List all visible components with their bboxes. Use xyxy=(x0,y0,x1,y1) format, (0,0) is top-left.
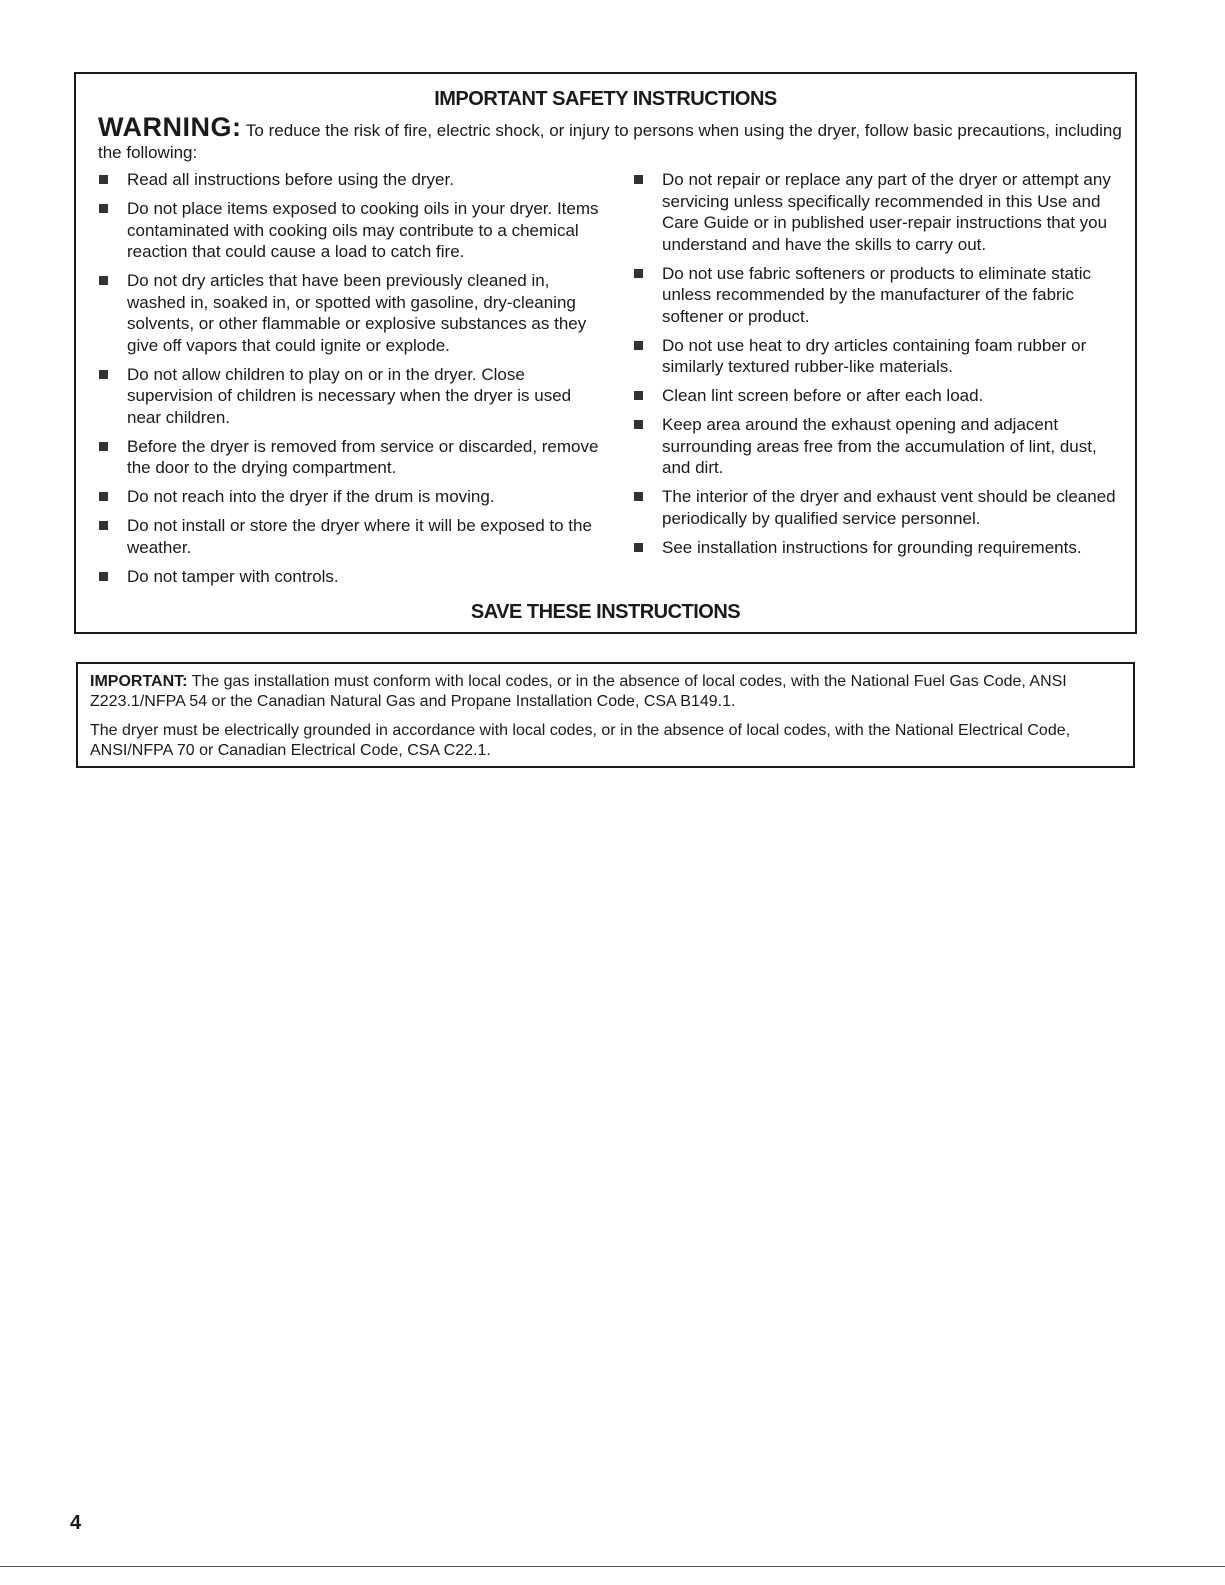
safety-instructions-box xyxy=(74,72,1137,634)
list-item xyxy=(625,263,1125,328)
page-number: 4 xyxy=(70,1512,82,1534)
safety-title: IMPORTANT SAFETY INSTRUCTIONS xyxy=(434,88,777,110)
list-item-text: The interior of the dryer and exhaust vent should be cleaned periodically by qualified service personnel. xyxy=(662,487,1116,528)
bullet-icon xyxy=(99,572,108,581)
list-item-text: Before the dryer is removed from service or discarded, remove the door to the drying compartment. xyxy=(127,436,599,477)
list-item xyxy=(90,169,600,191)
list-item-text: Do not tamper with controls. xyxy=(127,566,339,586)
warning-statement xyxy=(98,112,1128,164)
bullet-icon xyxy=(634,391,643,400)
bullet-icon xyxy=(634,543,643,552)
list-item-text: Do not place items exposed to cooking oils in your dryer. Items contaminated with cooking oils may contribute to a chemical reaction that could cause a load to catch fire. xyxy=(127,199,599,261)
gas-installation-text: The gas installation must conform with local codes, or in the absence of local codes, with the National Fuel Gas Code, ANSI Z223.1/NFPA 54 or the Canadian Natural Gas and Propane Installation Code, CSA B149.1. xyxy=(90,673,1067,710)
important-notice-box xyxy=(76,662,1135,768)
list-item xyxy=(625,486,1125,529)
bullet-icon xyxy=(99,370,108,379)
list-item xyxy=(625,335,1125,378)
list-item xyxy=(90,270,600,356)
warning-label: WARNING: xyxy=(98,112,242,142)
list-item xyxy=(625,385,1125,407)
bullet-icon xyxy=(99,521,108,530)
bullet-icon xyxy=(634,420,643,429)
list-item-text: Read all instructions before using the dryer. xyxy=(127,170,454,189)
list-item xyxy=(625,537,1125,559)
instruction-list-right xyxy=(625,169,1125,566)
bullet-icon xyxy=(99,442,108,451)
bullet-icon xyxy=(99,276,108,285)
instruction-list-left xyxy=(90,169,600,595)
list-item-text: Keep area around the exhaust opening and adjacent surrounding areas free from the accumulation of lint, dust, and dirt. xyxy=(662,415,1097,477)
bullet-icon xyxy=(634,492,643,501)
list-item-text: Do not use heat to dry articles containing foam rubber or similarly textured rubber-like materials. xyxy=(662,335,1087,376)
gas-installation-paragraph xyxy=(90,672,1121,712)
list-item-text: Do not use fabric softeners or products to eliminate static unless recommended by the manufacturer of the fabric softener or product. xyxy=(662,263,1091,326)
list-item-text: Do not allow children to play on or in the dryer. Close supervision of children is necessary when the dryer is used near children. xyxy=(127,364,572,427)
bullet-icon xyxy=(99,204,108,213)
electrical-grounding-paragraph: The dryer must be electrically grounded in accordance with local codes, or in the absence of local codes, with the National Electrical Code, ANSI/NFPA 70 or Canadian Electrical Code, CSA C22.1. xyxy=(90,722,1071,759)
list-item xyxy=(625,414,1125,479)
list-item xyxy=(90,486,600,508)
important-label: IMPORTANT: xyxy=(90,673,188,690)
list-item xyxy=(625,169,1125,255)
list-item-text: Do not repair or replace any part of the dryer or attempt any servicing unless specifically recommended in this Use and Care Guide or in published user-repair instructions that you understand and have the skills to carry out. xyxy=(662,170,1111,254)
bottom-divider xyxy=(0,1566,1225,1567)
warning-text: To reduce the risk of fire, electric shock, or injury to persons when using the dryer, follow basic precautions, including the following: xyxy=(98,121,1122,162)
list-item xyxy=(90,364,600,429)
list-item xyxy=(90,436,600,479)
save-instructions-title: SAVE THESE INSTRUCTIONS xyxy=(470,601,741,623)
bullet-icon xyxy=(634,269,643,278)
bullet-icon xyxy=(99,175,108,184)
bullet-icon xyxy=(634,341,643,350)
list-item xyxy=(90,198,600,263)
bullet-icon xyxy=(99,492,108,501)
list-item-text: See installation instructions for grounding requirements. xyxy=(662,537,1082,557)
list-item xyxy=(90,515,600,558)
list-item xyxy=(90,566,600,588)
list-item-text: Do not dry articles that have been previously cleaned in, washed in, soaked in, or spotted with gasoline, dry-cleaning solvents, or other flammable or explosive substances as they give off vapors that could ignite or explode. xyxy=(127,271,587,355)
list-item-text: Do not reach into the dryer if the drum is moving. xyxy=(127,487,495,506)
list-item-text: Do not install or store the dryer where it will be exposed to the weather. xyxy=(127,516,592,557)
bullet-icon xyxy=(634,175,643,184)
list-item-text: Clean lint screen before or after each load. xyxy=(662,386,984,405)
